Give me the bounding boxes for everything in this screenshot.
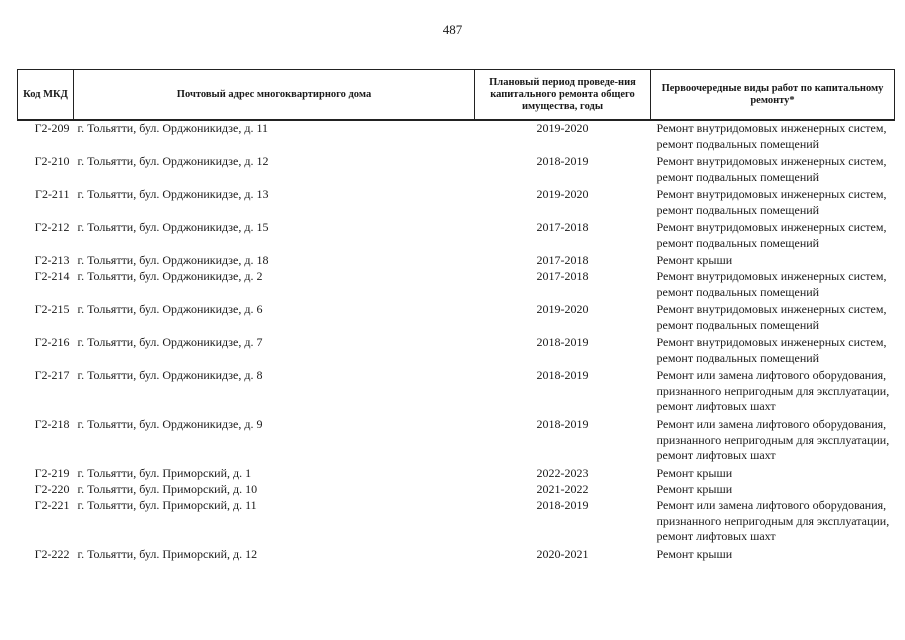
work-line: ремонт подвальных помещений (656, 169, 820, 184)
row-address: г. Тольятти, бул. Орджоникидзе, д. 2 (77, 269, 263, 283)
row-address: г. Тольятти, бул. Орджоникидзе, д. 18 (77, 253, 269, 267)
row-address: г. Тольятти, бул. Орджоникидзе, д. 15 (77, 220, 269, 234)
work-line: ремонт подвальных помещений (656, 235, 820, 250)
row-code: Г2-211 (35, 187, 70, 201)
table-row (18, 269, 895, 302)
table-row (18, 482, 895, 498)
row-address: г. Тольятти, бул. Приморский, д. 12 (77, 547, 258, 561)
row-works (651, 154, 895, 187)
table-row (18, 547, 895, 563)
table-row (18, 417, 895, 466)
row-code: Г2-218 (34, 417, 70, 431)
row-works (651, 498, 895, 547)
header-period: Плановый период проведе-ния капитального ремонта общего имущества, годы (475, 70, 651, 121)
row-period: 2022-2023 (536, 466, 589, 480)
header-code: Код МКД (18, 70, 74, 121)
work-line: признанного непригодным для эксплуатации, (656, 383, 890, 398)
row-address: г. Тольятти, бул. Орджоникидзе, д. 6 (77, 302, 263, 316)
header-row (18, 70, 895, 121)
row-address: г. Тольятти, бул. Орджоникидзе, д. 11 (77, 121, 269, 135)
row-works (651, 302, 895, 335)
row-works (651, 220, 895, 253)
row-period: 2018-2019 (536, 417, 589, 431)
table-row (18, 154, 895, 187)
row-period: 2017-2018 (536, 269, 589, 283)
table-row (18, 253, 895, 269)
row-works (651, 417, 895, 466)
row-works (651, 466, 895, 482)
work-line: Ремонт внутридомовых инженерных систем, (656, 121, 887, 135)
header-address: Почтовый адрес многоквартирного дома (74, 70, 475, 121)
row-code: Г2-216 (34, 335, 70, 349)
work-line: ремонт лифтовых шахт (656, 448, 776, 462)
work-line: ремонт подвальных помещений (656, 136, 820, 151)
row-period: 2018-2019 (536, 335, 589, 349)
row-code: Г2-210 (34, 154, 70, 168)
work-line: ремонт лифтовых шахт (656, 399, 776, 413)
row-period: 2018-2019 (536, 154, 589, 168)
row-period: 2017-2018 (536, 220, 589, 234)
work-line: Ремонт внутридомовых инженерных систем, (656, 269, 887, 283)
work-line: ремонт лифтовых шахт (656, 529, 776, 543)
row-code: Г2-220 (34, 482, 70, 496)
row-address: г. Тольятти, бул. Орджоникидзе, д. 7 (77, 335, 263, 349)
row-works (651, 335, 895, 368)
row-works (651, 187, 895, 220)
work-line: Ремонт крыши (656, 482, 733, 496)
table-body (18, 120, 895, 563)
row-address: г. Тольятти, бул. Орджоникидзе, д. 9 (77, 417, 263, 431)
work-line: Ремонт крыши (656, 466, 733, 480)
row-code: Г2-212 (34, 220, 70, 234)
row-code: Г2-219 (34, 466, 70, 480)
row-address: г. Тольятти, бул. Приморский, д. 10 (77, 482, 258, 496)
row-works (651, 269, 895, 302)
table-row (18, 302, 895, 335)
row-period: 2017-2018 (536, 253, 589, 267)
row-period: 2019-2020 (536, 302, 589, 316)
work-line: Ремонт внутридомовых инженерных систем, (656, 335, 887, 349)
row-period: 2019-2020 (536, 121, 589, 135)
row-address: г. Тольятти, бул. Приморский, д. 1 (77, 466, 252, 480)
table-row (18, 335, 895, 368)
row-period: 2019-2020 (536, 187, 589, 201)
work-line: Ремонт внутридомовых инженерных систем, (656, 187, 887, 201)
work-line: ремонт подвальных помещений (656, 317, 820, 332)
row-works (651, 547, 895, 563)
table-row (18, 498, 895, 547)
table-header (18, 70, 895, 121)
row-works (651, 368, 895, 417)
row-works (651, 482, 895, 498)
work-line: Ремонт или замена лифтового оборудования, (656, 368, 887, 382)
row-code: Г2-215 (34, 302, 70, 316)
work-line: ремонт подвальных помещений (656, 284, 820, 299)
work-line: Ремонт внутридомовых инженерных систем, (656, 220, 887, 234)
work-line: ремонт подвальных помещений (656, 350, 820, 365)
row-code: Г2-214 (34, 269, 70, 283)
row-period: 2018-2019 (536, 368, 589, 382)
repair-schedule-table (17, 69, 895, 563)
work-line: Ремонт или замена лифтового оборудования, (656, 498, 887, 512)
work-line: Ремонт крыши (656, 547, 733, 561)
work-line: признанного непригодным для эксплуатации, (656, 432, 890, 447)
page-number: 487 (442, 22, 463, 37)
row-address: г. Тольятти, бул. Орджоникидзе, д. 13 (77, 187, 269, 201)
header-works: Первоочередные виды работ по капитальному ремонту* (651, 70, 895, 121)
table-row (18, 220, 895, 253)
row-address: г. Тольятти, бул. Орджоникидзе, д. 8 (77, 368, 263, 382)
table-row (18, 187, 895, 220)
row-period: 2018-2019 (536, 498, 589, 512)
table-row (18, 368, 895, 417)
row-code: Г2-209 (34, 121, 70, 135)
table-row (18, 466, 895, 482)
row-address: г. Тольятти, бул. Орджоникидзе, д. 12 (77, 154, 269, 168)
row-works (651, 120, 895, 154)
row-address: г. Тольятти, бул. Приморский, д. 11 (77, 498, 257, 512)
row-code: Г2-217 (34, 368, 70, 382)
row-code: Г2-213 (34, 253, 70, 267)
row-code: Г2-222 (34, 547, 70, 561)
row-works (651, 253, 895, 269)
row-code: Г2-221 (34, 498, 70, 512)
work-line: признанного непригодным для эксплуатации, (656, 513, 890, 528)
work-line: Ремонт крыши (656, 253, 733, 267)
row-period: 2021-2022 (536, 482, 589, 496)
work-line: ремонт подвальных помещений (656, 202, 820, 217)
work-line: Ремонт внутридомовых инженерных систем, (656, 302, 887, 316)
row-period: 2020-2021 (536, 547, 589, 561)
table-row (18, 120, 895, 154)
work-line: Ремонт или замена лифтового оборудования, (656, 417, 887, 431)
work-line: Ремонт внутридомовых инженерных систем, (656, 154, 887, 168)
